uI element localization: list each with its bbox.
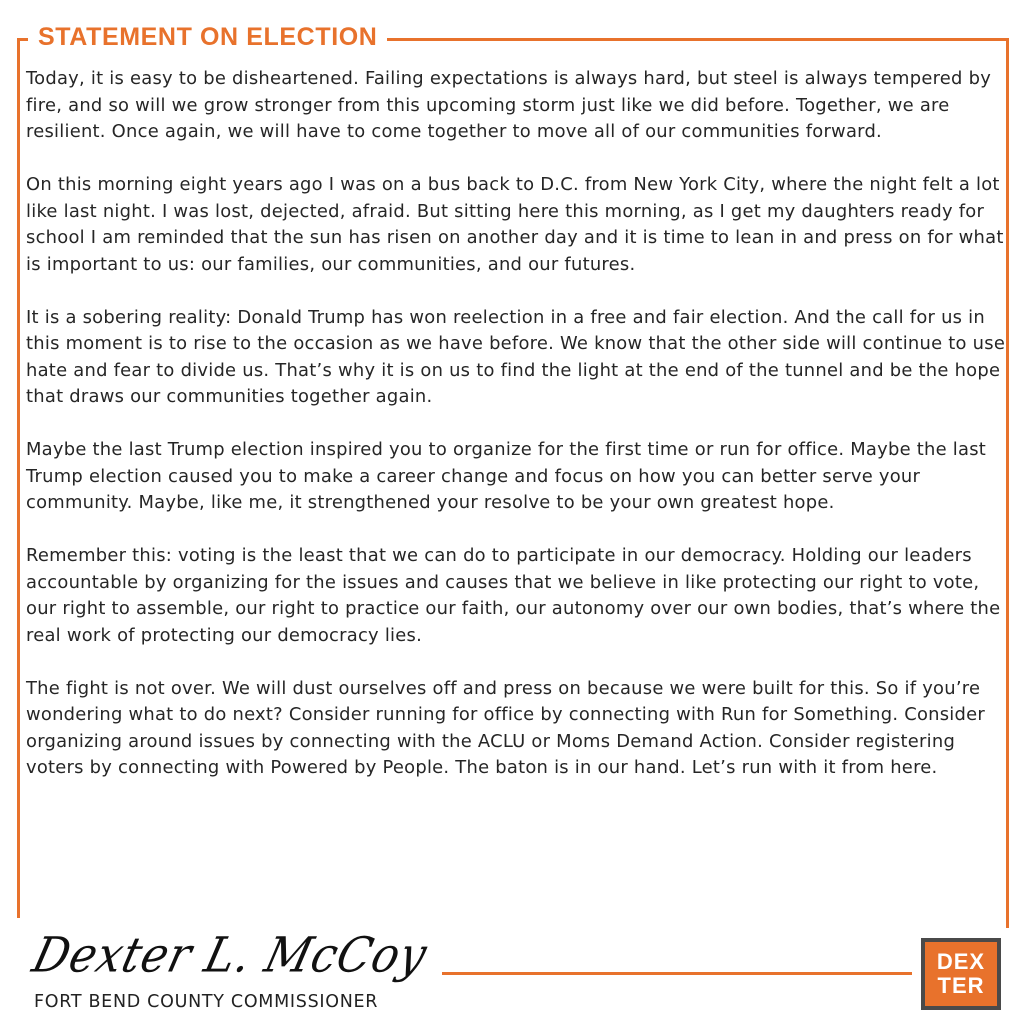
- signer-title: FORT BEND COUNTY COMMISSIONER: [34, 992, 379, 1012]
- statement-paragraph: Today, it is easy to be disheartened. Failing expectations is always hard, but steel is always tempered by fire, and so will we grow stronger from this upcoming storm just like we did before. Together, we are resilient. Once again, we will have to come together to move all of our communities forward.: [26, 68, 992, 142]
- statement-paragraph: It is a sobering reality: Donald Trump has won reelection in a free and fair election. And the call for us in this moment is to rise to the occasion as we have before. We know that the other side will continue to use hate and fear to divide us. That’s why it is on us to find the light at the end of the tunnel and be the hope that draws our communities together again.: [26, 306, 1006, 407]
- handwritten-signature: Dexter L. McCoy: [27, 927, 433, 984]
- statement-paragraph: On this morning eight years ago I was on a bus back to D.C. from New York City, where the night felt a lot like last night. I was lost, dejected, afraid. But sitting here this morning, as I get my daughters ready for school I am reminded that the sun has risen on another day and it is time to lean in and press on for what is important to us: our families, our communities, and our futures.: [26, 174, 1004, 275]
- statement-paragraph: Remember this: voting is the least that we can do to participate in our democracy. Holding our leaders accountable by organizing for the issues and causes that we believe in like protecting our right to vote, our right to assemble, our right to practice our faith, our autonomy over our own bodies, that’s where the real work of protecting our democracy lies.: [26, 545, 1001, 646]
- statement-paragraph: The fight is not over. We will dust ourselves off and press on because we were built for this. So if you’re wondering what to do next? Consider running for office by connecting with Run for Something. Consider organizing around issues by connecting with the ACLU or Moms Demand Action. Consider registering voters by connecting with Powered by People. The baton is in our hand. Let’s run with it from here.: [26, 677, 985, 778]
- statement-title: STATEMENT ON ELECTION: [28, 20, 387, 54]
- statement-paragraph: Maybe the last Trump election inspired you to organize for the first time or run for office. Maybe the last Trump election caused you to make a career change and focus on how you can better serve your community. Maybe, like me, it strengthened your resolve to be your own greatest hope.: [26, 439, 987, 513]
- signature-block: [12, 918, 442, 1024]
- logo-line-2: TER: [937, 973, 985, 998]
- logo-block: [912, 928, 1024, 1024]
- statement-body: [26, 66, 1008, 808]
- logo-line-1: DEX: [936, 949, 986, 974]
- dexter-logo: [921, 938, 1001, 1010]
